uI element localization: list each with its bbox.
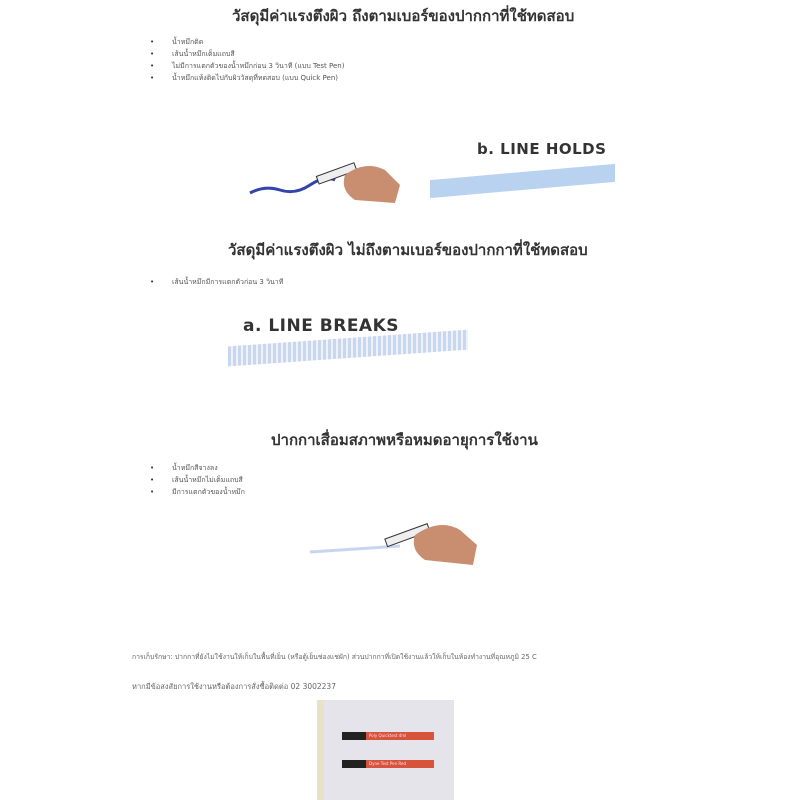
section3-bullets bbox=[150, 462, 245, 498]
list-item: • น้ำหมึกแห้งติดไปกับผิววัสดุที่ทดสอบ (แบบ Quick Pen) bbox=[150, 72, 344, 84]
line-breaks-label: a. LINE BREAKS bbox=[243, 316, 399, 336]
storage-note: การเก็บรักษา: ปากกาที่ยังไม่ใช้งานให้เก็บในพื้นที่เย็น (หรือตู้เย็นช่องแช่ผัก) ส่วนปากกาที่เปิดใช้งานแล้วให้เก็บในห้องทำงานที่อุณหภูมิ 25 C bbox=[132, 653, 537, 661]
list-item: • น้ำหมึกติด bbox=[150, 36, 344, 48]
pen2-cap bbox=[342, 760, 366, 768]
pen1-cap bbox=[342, 732, 366, 740]
pen2-label: Dyne Test Pen Red bbox=[366, 760, 434, 768]
list-item: • เส้นน้ำหมึกไม่เต็มแถบสี bbox=[150, 474, 245, 486]
pen-drawing-line-image bbox=[245, 145, 405, 205]
section2-bullets bbox=[150, 276, 283, 288]
list-item: • เส้นน้ำหมึกเต็มแถบสี bbox=[150, 48, 344, 60]
pen-photo bbox=[317, 700, 454, 800]
pen1-label: Poly Quicktest 4ml bbox=[366, 732, 434, 740]
line-holds-strip bbox=[430, 164, 615, 198]
list-item: • มีการแตกตัวของน้ำหมึก bbox=[150, 486, 245, 498]
section2-title: วัสดุมีค่าแรงตึงผิว ไม่ถึงตามเบอร์ของปากกาที่ใช้ทดสอบ bbox=[228, 241, 588, 259]
list-item: • เส้นน้ำหมึกมีการแตกตัวก่อน 3 วินาที bbox=[150, 276, 283, 288]
section1-bullets bbox=[150, 36, 344, 84]
faded-pen-drawing-image bbox=[305, 510, 485, 570]
line-holds-label: b. LINE HOLDS bbox=[477, 140, 607, 158]
list-item: • น้ำหมึกสีจางลง bbox=[150, 462, 245, 474]
section3-title: ปากกาเสื่อมสภาพหรือหมดอายุการใช้งาน bbox=[271, 431, 538, 449]
list-item: • ไม่มีการแตกตัวของน้ำหมึกก่อน 3 วินาที (แบบ Test Pen) bbox=[150, 60, 344, 72]
section1-title: วัสดุมีค่าแรงตึงผิว ถึงตามเบอร์ของปากกาที่ใช้ทดสอบ bbox=[232, 7, 575, 25]
contact-note: หากมีข้อสงสัยการใช้งานหรือต้องการสั่งซื้อติดต่อ 02 3002237 bbox=[132, 682, 336, 691]
